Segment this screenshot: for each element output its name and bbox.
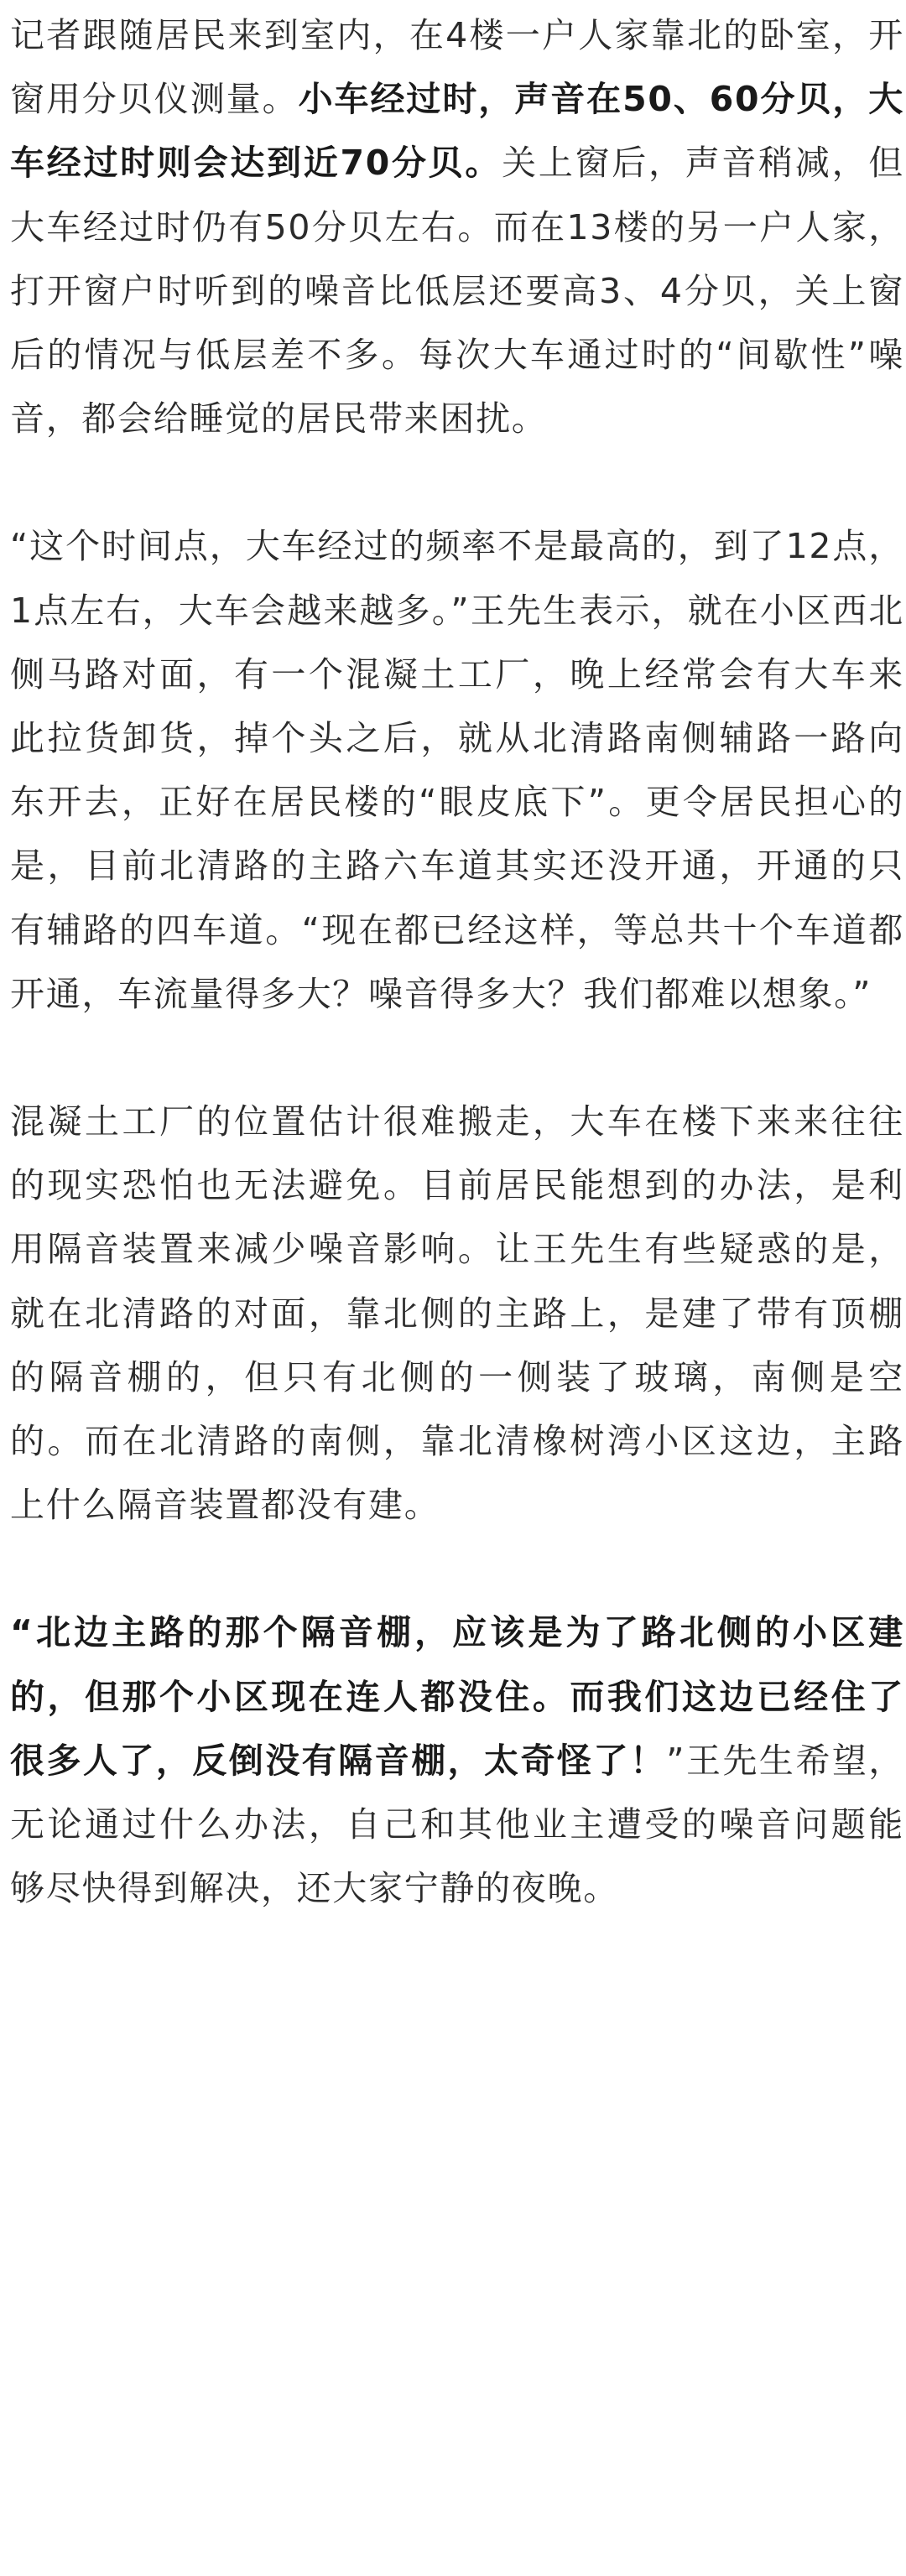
measurement-intro-text: 记者跟随居民来到室内，在4楼一户人家靠北的卧室，开窗用分贝仪测量。: [10, 15, 904, 120]
paragraph-sound-barrier: [10, 1090, 904, 1537]
measurement-detail-text: 关上窗后，声音稍减，但大车经过时仍有50分贝左右。而在13楼的另一户人家，打开窗户时听到的噪音比低层还要高3、4分贝，关上窗后的情况与低层差不多。每次大车通过时的“间歇性”噪音，都会给睡觉的居民带来困扰。: [10, 143, 904, 440]
measurement-decibel-highlight: 小车经过时，声音在50、60分贝，大车经过时则会达到近70分贝。: [10, 79, 904, 184]
paragraph-resident-quote: [10, 1600, 904, 1920]
sound-barrier-text: 混凝土工厂的位置估计很难搬走，大车在楼下来来往往的现实恐怕也无法避免。目前居民能想到的办法，是利用隔音装置来减少噪音影响。让王先生有些疑惑的是，就在北清路的对面，靠北侧的主路上，是建了带有顶棚的隔音棚的，但只有北侧的一侧装了玻璃，南侧是空的。而在北清路的南侧，靠北清橡树湾小区这边，主路上什么隔音装置都没有建。: [10, 1101, 904, 1526]
paragraph-measurement: [10, 3, 904, 450]
resident-quote-highlight: “北边主路的那个隔音棚，应该是为了路北侧的小区建的，但那个小区现在连人都没住。而我们这边已经住了很多人了，反倒没有隔音棚，太奇怪了！: [10, 1612, 904, 1781]
factory-trucks-text: “这个时间点，大车经过的频率不是最高的，到了12点，1点左右，大车会越来越多。”王先生表示，就在小区西北侧马路对面，有一个混凝土工厂，晚上经常会有大车来此拉货卸货，掉个头之后，就从北清路南侧辅路一路向东开去，正好在居民楼的“眼皮底下”。更令居民担心的是，目前北清路的主路六车道其实还没开通，开通的只有辅路的四车道。“现在都已经这样，等总共十个车道都开通，车流量得多大？噪音得多大？我们都难以想象。”: [10, 526, 904, 1014]
article-body: [10, 3, 904, 1920]
paragraph-factory-trucks: [10, 514, 904, 1026]
resident-quote-closing-text: ”王先生希望，无论通过什么办法，自己和其他业主遭受的噪音问题能够尽快得到解决，还大家宁静的夜晚。: [10, 1740, 904, 1909]
